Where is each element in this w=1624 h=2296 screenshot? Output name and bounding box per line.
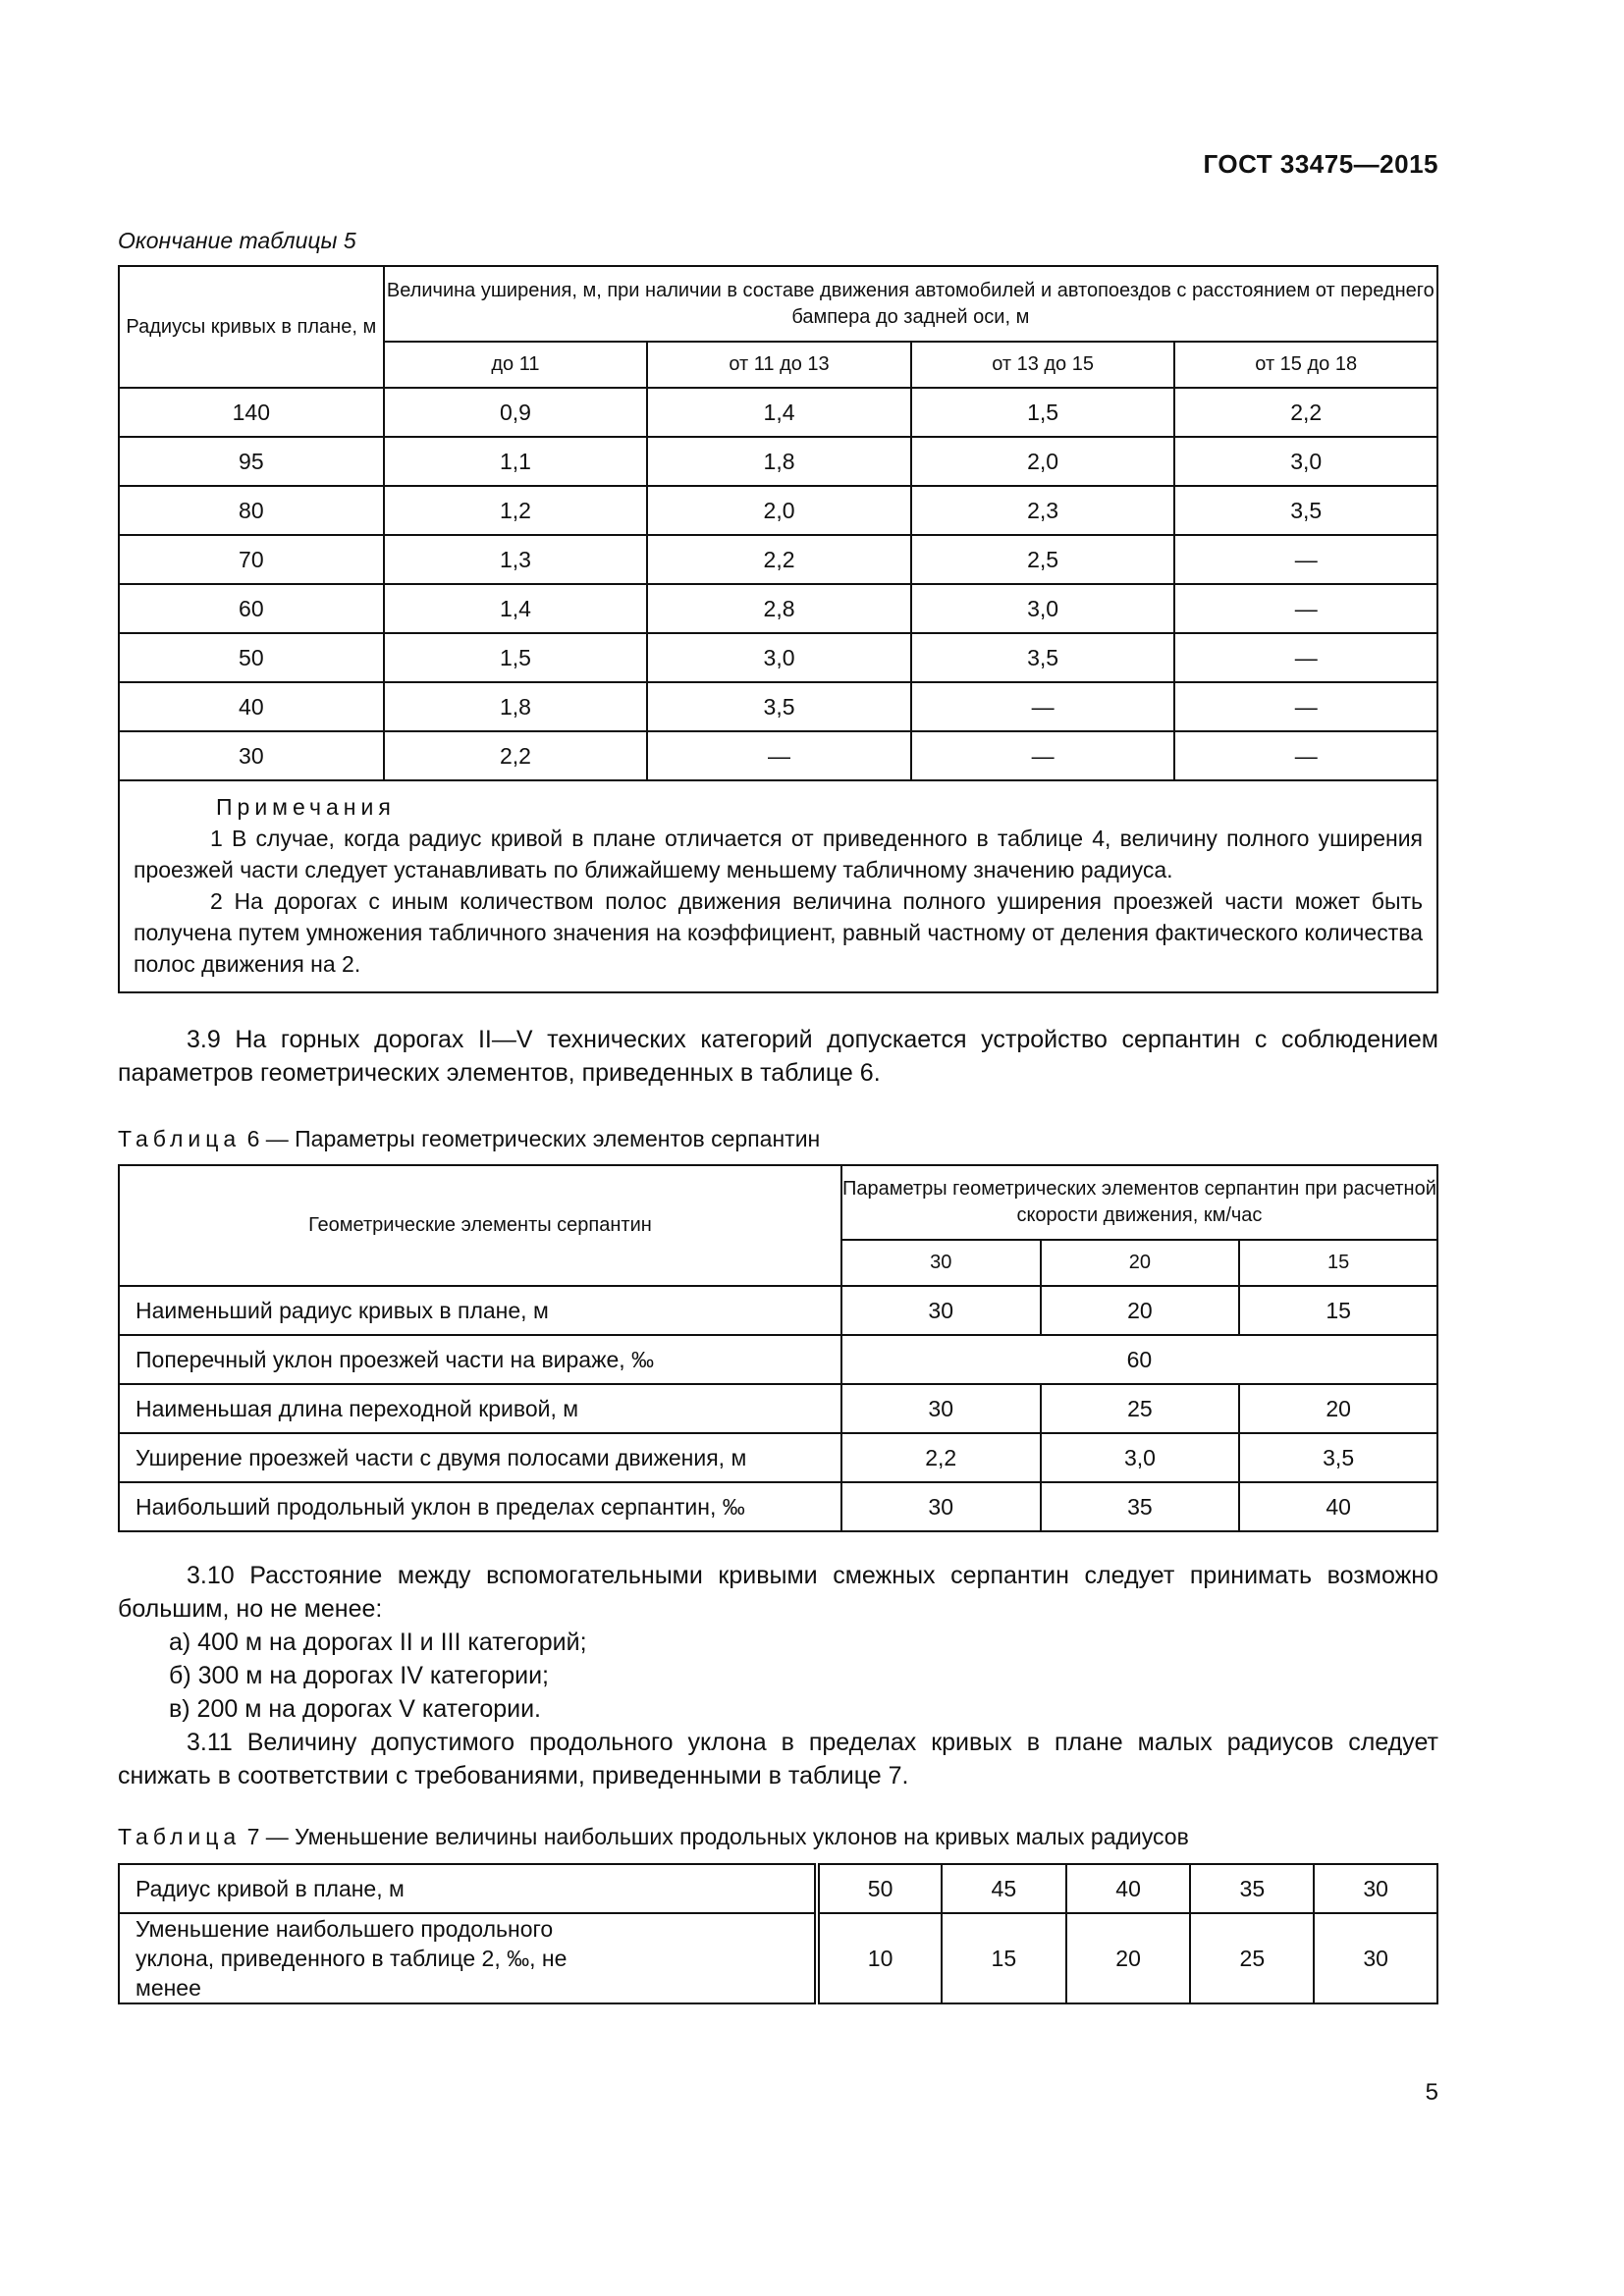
table5-cell: 80 [119,486,384,535]
table7-cell: 50 [817,1864,942,1913]
table7-cell: 35 [1190,1864,1314,1913]
table5-cell: 40 [119,682,384,731]
table5-subheader: от 11 до 13 [647,342,911,388]
table-row [119,1913,1437,2003]
table-row [119,1286,1437,1335]
table5-cell: — [1174,535,1437,584]
table5-cell: — [647,731,911,780]
table6-caption-text: 6 — Параметры геометрических элементов серпантин [246,1126,821,1151]
table7-cell: 10 [817,1913,942,2003]
table5-cell: 95 [119,437,384,486]
table5-cell: 3,0 [647,633,911,682]
table5-cell: — [911,731,1175,780]
table5-header-radius: Радиусы кривых в плане, м [119,266,384,388]
table7 [118,1863,1438,2004]
note-item: 1 В случае, когда радиус кривой в плане отличается от приведенного в таблице 4, величину полного уширения проезжей части следует устанавливать по ближайшему меньшему табличному значению радиуса. [134,826,1423,882]
table5-cell: 60 [119,584,384,633]
table6-header-elements: Геометрические элементы серпантин [119,1165,841,1286]
table5-cell: 2,0 [911,437,1175,486]
page-number: 5 [1425,2079,1438,2106]
table5-cell: 1,4 [647,388,911,437]
table5-cell: 0,9 [384,388,648,437]
table7-cell: 30 [1314,1913,1437,2003]
list-item: в) 200 м на дорогах V категории. [169,1695,542,1723]
table-row [119,1384,1437,1433]
table-row [119,1482,1437,1531]
table6-cell: 40 [1239,1482,1437,1531]
table5-cell: 1,8 [647,437,911,486]
table5-cell: 3,0 [1174,437,1437,486]
table6-cell: 20 [1239,1384,1437,1433]
document-code: ГОСТ 33475—2015 [1203,149,1438,179]
table5-cell: 2,5 [911,535,1175,584]
table-row [119,731,1437,780]
table5-cell: 1,4 [384,584,648,633]
table6-caption [118,1126,820,1152]
paragraph-3-10: 3.10 Расстояние между вспомогательными кривыми смежных серпантин следует принимать возможно большим, но не менее: [118,1562,1438,1623]
table7-cell: 15 [942,1913,1066,2003]
table6-cell-merged: 60 [841,1335,1437,1384]
table5-cell: — [1174,633,1437,682]
paragraph-3-11: 3.11 Величину допустимого продольного уклона в пределах кривых в плане малых радиусов следует снижать в соответствии с требованиями, приведенными в таблице 7. [118,1729,1438,1789]
table5-cell: 2,2 [647,535,911,584]
table6 [118,1164,1438,1532]
table7-cell: 25 [1190,1913,1314,2003]
table-row [119,1864,1437,1913]
table7-caption-label: Таблица [118,1824,242,1849]
table6-cell: 20 [1041,1286,1240,1335]
table5-cell: 2,2 [1174,388,1437,437]
table5-cell: 3,5 [647,682,911,731]
table6-cell: 30 [841,1384,1041,1433]
table7-caption-text: 7 — Уменьшение величины наибольших продольных уклонов на кривых малых радиусов [246,1824,1189,1849]
table6-cell: 15 [1239,1286,1437,1335]
paragraph-3-9 [118,1023,1438,1090]
table6-speed-header: 20 [1041,1240,1240,1286]
table5 [118,265,1438,993]
table6-row-label: Уширение проезжей части с двумя полосами движения, м [119,1433,841,1482]
table5-cell: 140 [119,388,384,437]
table7-row-label: Радиус кривой в плане, м [119,1864,817,1913]
table6-cell: 30 [841,1286,1041,1335]
table5-caption: Окончание таблицы 5 [118,228,356,253]
table5-subheader: от 13 до 15 [911,342,1175,388]
table5-subheader: от 15 до 18 [1174,342,1437,388]
table7-row-label: Уменьшение наибольшего продольного уклона, приведенного в таблице 2, ‰, не менее [119,1913,817,2003]
table6-row-label: Наименьший радиус кривых в плане, м [119,1286,841,1335]
table6-header-group: Параметры геометрических элементов серпантин при расчетной скорости движения, км/час [841,1165,1437,1240]
table6-caption-label: Таблица [118,1126,242,1151]
table5-cell: — [1174,682,1437,731]
table6-speed-header: 30 [841,1240,1041,1286]
table-row [119,1433,1437,1482]
list-item: б) 300 м на дорогах IV категории; [169,1662,549,1689]
table5-cell: 3,5 [1174,486,1437,535]
table5-cell: 1,2 [384,486,648,535]
table5-header-group: Величина уширения, м, при наличии в составе движения автомобилей и автопоездов с расстоянием от переднего бампера до задней оси, м [384,266,1437,342]
table-row [119,388,1437,437]
table7-cell: 45 [942,1864,1066,1913]
table-row [119,1335,1437,1384]
table-row [119,633,1437,682]
table5-cell: 2,0 [647,486,911,535]
table6-cell: 3,0 [1041,1433,1240,1482]
table5-cell: 2,8 [647,584,911,633]
table5-cell: 3,0 [911,584,1175,633]
table6-row-label: Наибольший продольный уклон в пределах серпантин, ‰ [119,1482,841,1531]
table6-cell: 35 [1041,1482,1240,1531]
table6-row-label: Поперечный уклон проезжей части на вираже, ‰ [119,1335,841,1384]
table5-cell: 1,5 [384,633,648,682]
table5-cell: 1,3 [384,535,648,584]
table5-cell: — [1174,584,1437,633]
note-item: 2 На дорогах с иным количеством полос движения величина полного уширения проезжей части может быть получена путем умножения табличного значения на коэффициент, равный частному от деления фактического количества полос движения на 2. [134,888,1423,977]
table6-speed-header: 15 [1239,1240,1437,1286]
table-row [119,682,1437,731]
table5-cell: 70 [119,535,384,584]
table6-cell: 30 [841,1482,1041,1531]
table7-cell: 20 [1066,1913,1191,2003]
table5-cell: — [1174,731,1437,780]
table6-cell: 3,5 [1239,1433,1437,1482]
table5-subheader: до 11 [384,342,648,388]
table5-cell: 3,5 [911,633,1175,682]
paragraphs-3-10-3-11 [118,1559,1438,1792]
table-row [119,535,1437,584]
table-row [119,437,1437,486]
table5-cell: 1,1 [384,437,648,486]
table5-cell: 2,2 [384,731,648,780]
table-row [119,486,1437,535]
table6-cell: 2,2 [841,1433,1041,1482]
table5-cell: 30 [119,731,384,780]
table5-cell: 50 [119,633,384,682]
table5-notes [119,780,1437,992]
table7-caption [118,1824,1189,1850]
table5-cell: 1,8 [384,682,648,731]
table7-cell: 40 [1066,1864,1191,1913]
table6-cell: 25 [1041,1384,1240,1433]
table-row [119,584,1437,633]
table5-cell: — [911,682,1175,731]
table7-cell: 30 [1314,1864,1437,1913]
notes-title: Примечания [216,794,396,820]
table6-row-label: Наименьшая длина переходной кривой, м [119,1384,841,1433]
paragraph-text: 3.9 На горных дорогах II—V технических категорий допускается устройство серпантин с соблюдением параметров геометрических элементов, приведенных в таблице 6. [118,1026,1438,1087]
list-item: а) 400 м на дорогах II и III категорий; [169,1629,587,1656]
table5-cell: 2,3 [911,486,1175,535]
table5-cell: 1,5 [911,388,1175,437]
